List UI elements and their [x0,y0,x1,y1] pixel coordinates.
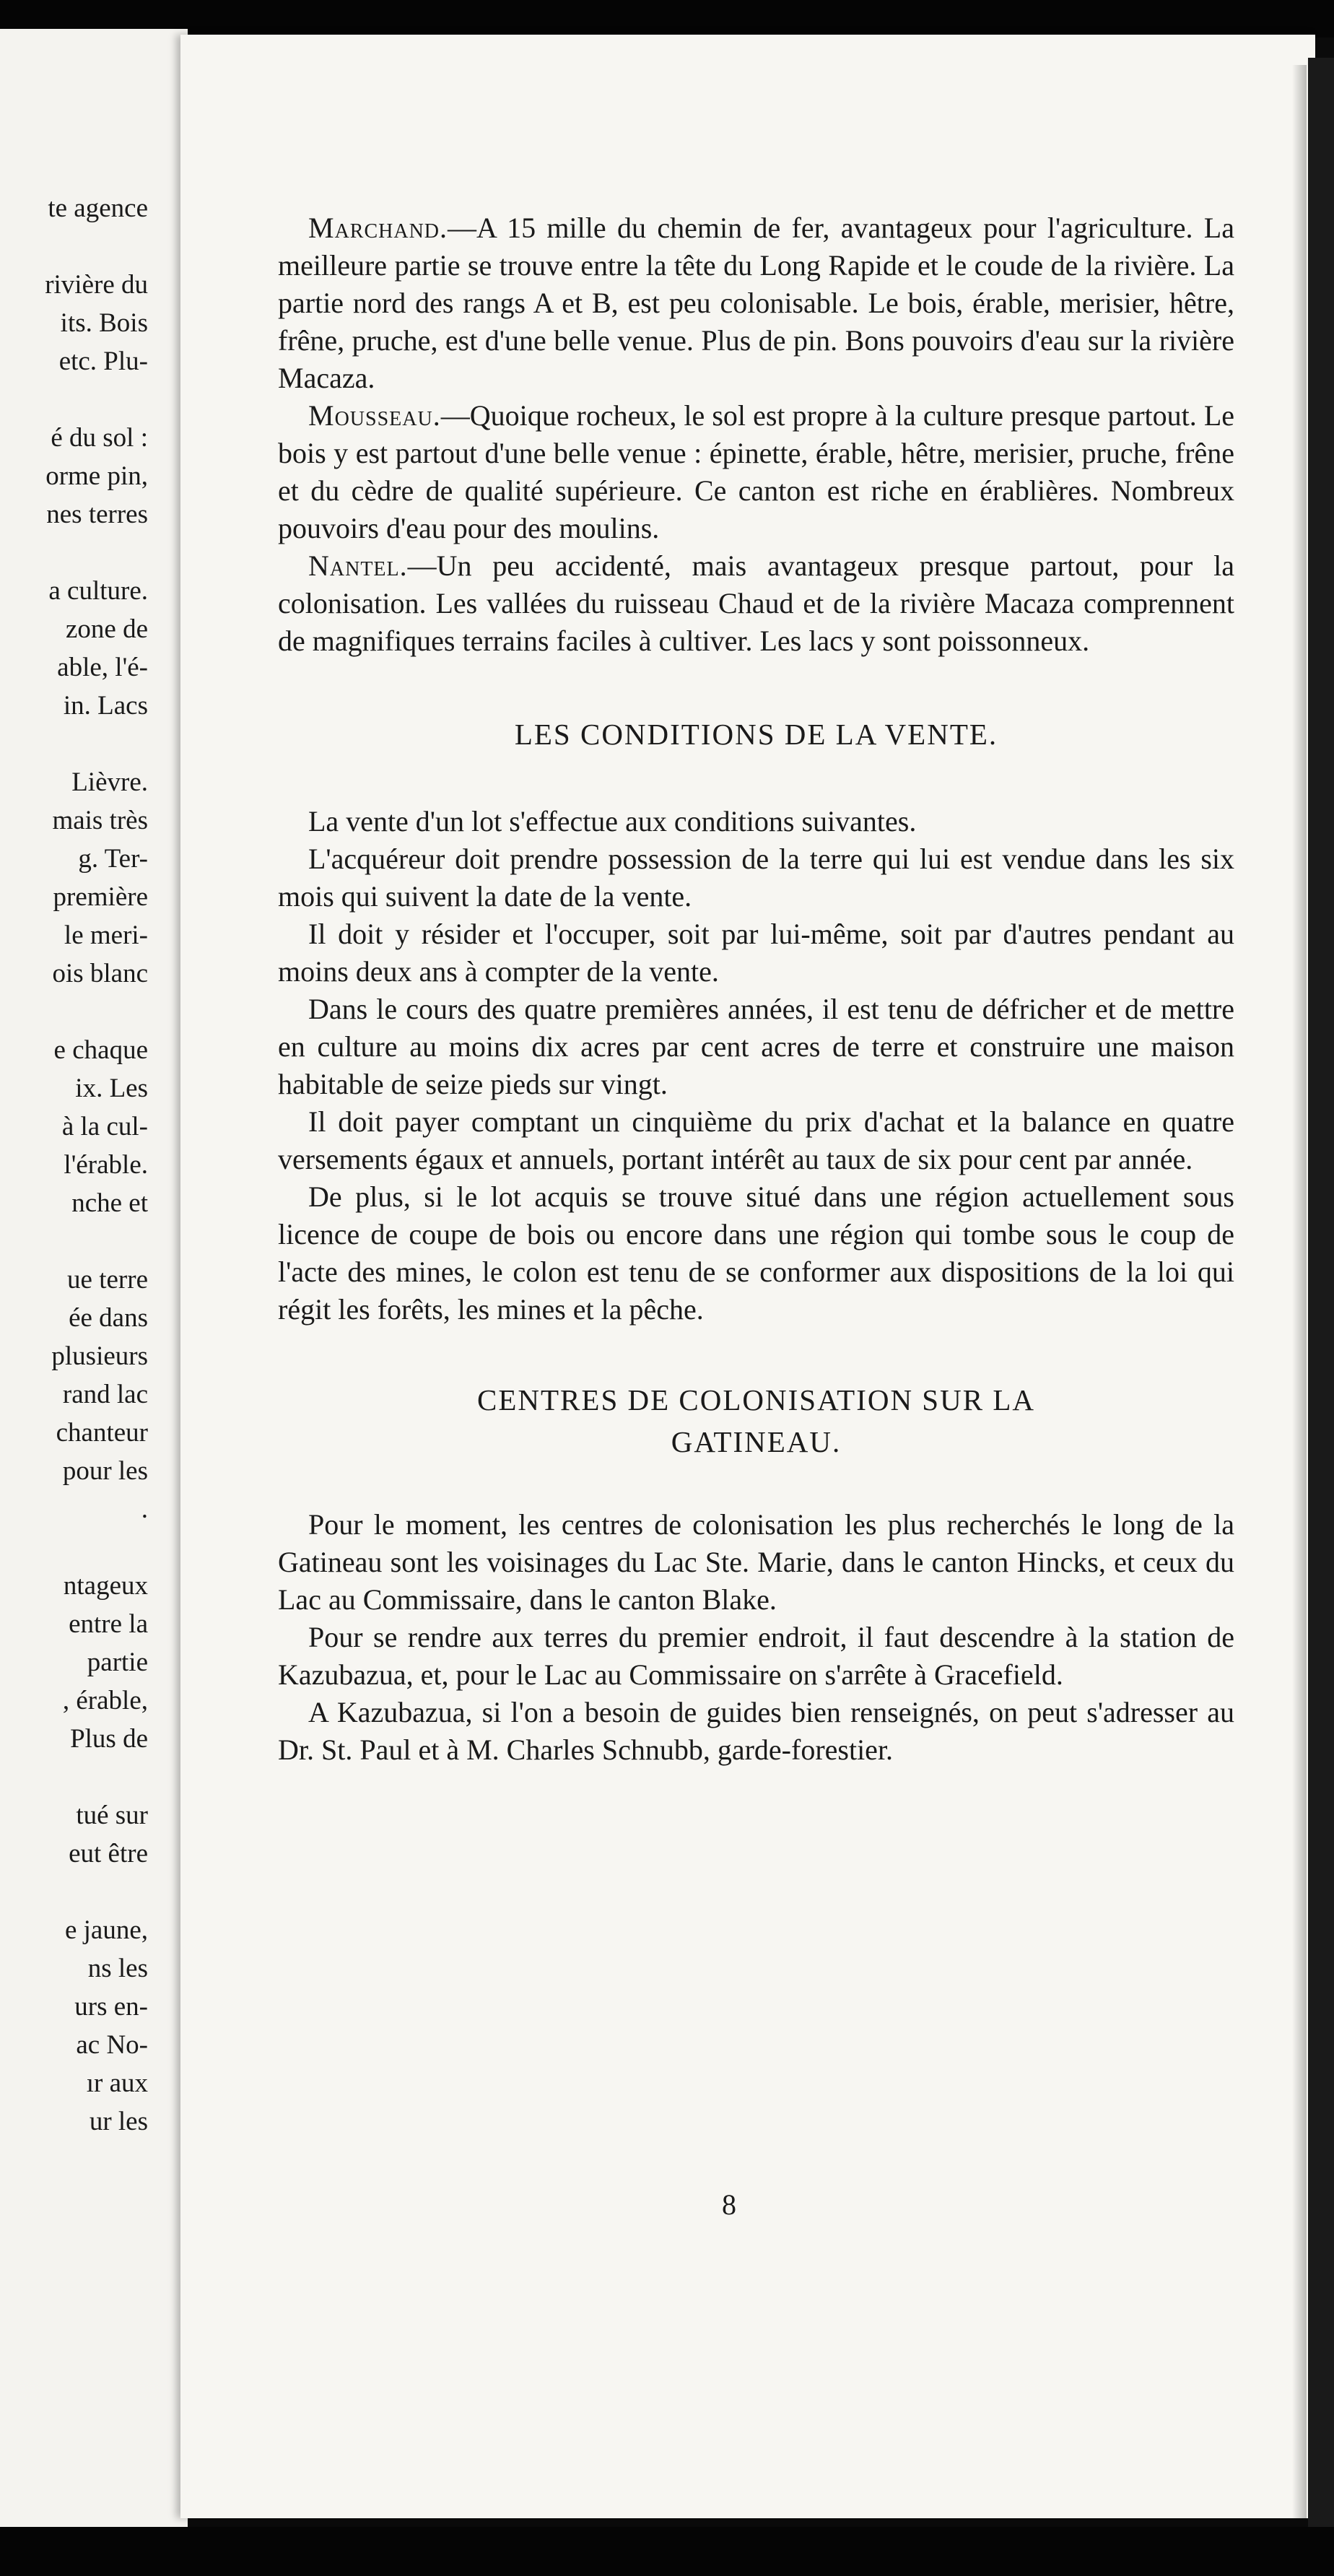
term-nantel: Nantel. [308,549,408,582]
facing-page-fragment: nche et [71,1188,148,1218]
facing-page-fragment: , érable, [62,1686,148,1715]
text-mousseau: —Quoique rocheux, le sol est propre à la culture presque partout. Le bois y est partout d'une belle venue : épinette, érable, hêtre, merisier, pruche, frêne et du cèdre de qualité supérieure. Ce canton est riche en érablières. Nombreux pouvoirs d'eau pour des moulins. [278,399,1234,544]
facing-page-fragment: nes terres [46,500,148,529]
facing-page-fragment: its. Bois [60,308,148,338]
text-nantel: —Un peu accidenté, mais avantageux presque partout, pour la colonisation. Les vallées du ruisseau Chaud et de la rivière Macaza comprennent de magnifiques terrains faciles à cultiver. Les lacs y sont poissonneux. [278,549,1234,657]
facing-page-fragment: rand lac [62,1380,148,1409]
page-edge-shadow [1292,65,1307,2520]
facing-page-fragment: able, l'é- [57,653,148,682]
facing-page-fragment [0,725,148,763]
facing-page-fragment: tué sur [76,1801,148,1830]
facing-page-fragment [0,380,148,419]
facing-page-fragment: eut être [69,1839,148,1868]
facing-page-fragment: etc. Plu- [58,347,148,376]
paragraph-centres: Pour se rendre aux terres du premier endroit, il faut descendre à la station de Kazubazua, et, pour le Lac au Commissaire on s'arrête à Gracefield. [278,1621,1234,1691]
text-marchand: —A 15 mille du chemin de fer, avantageux pour l'agriculture. La meilleure partie se trouve entre la tête du Long Rapide et le coude de la rivière. La partie nord des rangs A et B, est peu colonisable. Le bois, érable, merisier, hêtre, frêne, pruche, est d'une belle venue. Plus de pin. Bons pouvoirs d'eau sur la rivière Macaza. [278,212,1234,394]
paragraph-conditions: La vente d'un lot s'effectue aux conditions suivantes. [308,805,917,837]
heading-centres-line2: GATINEAU. [671,1425,842,1458]
facing-page-fragment: te agence [48,193,148,223]
facing-page-fragment: Lièvre. [71,767,148,797]
heading-centres-line1: CENTRES DE COLONISATION SUR LA [477,1383,1035,1417]
paragraph-conditions: De plus, si le lot acquis se trouve situé dans une région actuellement sous licence de coupe de bois ou encore dans une région qui tombe sous le coup de l'acte des mines, le colon est tenu de se conformer aux dispositions de la loi qui régit les forêts, les mines et la pêche. [278,1180,1234,1326]
facing-page-fragment [0,1758,148,1796]
heading-conditions: LES CONDITIONS DE LA VENTE. [514,718,998,751]
facing-page-fragment [0,227,148,266]
facing-page-fragment [0,534,148,572]
scan-bottom-border [0,2527,1334,2576]
term-mousseau: Mousseau. [308,399,441,432]
facing-page-fragment: ntageux [63,1571,148,1601]
facing-page-fragment: ur les [89,2107,148,2136]
facing-page-fragment: chanteur [56,1418,148,1448]
facing-page-fragment: zone de [65,614,148,644]
paragraph-conditions: Il doit payer comptant un cinquième du prix d'achat et la balance en quatre versements égaux et annuels, portant intérêt au taux de six pour cent par année. [278,1105,1234,1175]
facing-page-fragment: é du sol : [51,423,148,453]
facing-page-fragment: entre la [69,1609,148,1639]
facing-page-fragment [0,1222,148,1261]
facing-page-fragment: le meri- [64,921,148,950]
facing-page-fragment: l'érable. [64,1150,148,1180]
facing-page-fragment: in. Lacs [63,691,148,721]
facing-page-fragment [0,1873,148,1911]
paragraph-nantel [278,547,1234,660]
facing-page-fragment: première [53,882,148,912]
scan-top-border [0,0,1334,38]
paragraph-centres: Pour le moment, les centres de colonisation les plus recherchés le long de la Gatineau sont les voisinages du Lac Ste. Marie, dans le canton Hincks, et ceux du Lac au Commissaire, dans le canton Blake. [278,1508,1234,1616]
paragraph-conditions: L'acquéreur doit prendre possession de la terre qui lui est vendue dans les six mois qui suivent la date de la vente. [278,843,1234,913]
facing-page-fragment: ix. Les [75,1074,148,1103]
facing-page-fragment: ır aux [86,2068,148,2098]
facing-page-text-fragments [0,189,148,2138]
page-number: 8 [722,2188,736,2221]
paragraph-centres: A Kazubazua, si l'on a besoin de guides bien renseignés, on peut s'adresser au Dr. St. Paul et à M. Charles Schnubb, garde-forestier. [278,1696,1234,1766]
facing-page-fragment: ac No- [76,2030,148,2060]
facing-page-fragment: ue terre [67,1265,148,1294]
facing-page-fragment: ns les [87,1954,148,1983]
facing-page-fragment: . [141,1494,148,1524]
facing-page-fragment: urs en- [74,1992,148,2022]
page-body [278,209,1234,1769]
facing-page-fragment: ée dans [69,1303,148,1333]
facing-page-fragment: e chaque [53,1035,148,1065]
paragraph-mousseau [278,397,1234,547]
facing-page-fragment: plusieurs [51,1341,148,1371]
facing-page-fragment: orme pin, [45,461,148,491]
facing-page-fragment: pour les [62,1456,148,1486]
paragraph-conditions: Dans le cours des quatre premières années, il est tenu de défricher et de mettre en culture au moins dix acres par cent acres de terre et construire une maison habitable de seize pieds sur vingt. [278,993,1234,1100]
facing-page-fragment: mais très [52,806,148,835]
facing-page-fragment: partie [87,1648,148,1677]
paragraph-marchand [278,209,1234,397]
facing-page-fragment: ois blanc [52,959,148,988]
scan-right-border [1308,58,1334,2527]
facing-page-fragment: à la cul- [61,1112,148,1141]
facing-page-fragment [0,1528,148,1567]
facing-page-fragment [0,993,148,1031]
facing-page-fragment: Plus de [70,1724,148,1754]
term-marchand: Marchand. [308,212,448,244]
facing-page-fragment: g. Ter- [78,844,148,874]
heading-centres [278,1379,1234,1463]
facing-page-fragment: rivière du [45,270,148,300]
facing-page-fragment: a culture. [48,576,148,606]
paragraph-conditions: Il doit y résider et l'occuper, soit par lui-même, soit par d'autres pendant au moins deux ans à compter de la vente. [278,918,1234,988]
facing-page-fragment: e jaune, [64,1915,148,1945]
